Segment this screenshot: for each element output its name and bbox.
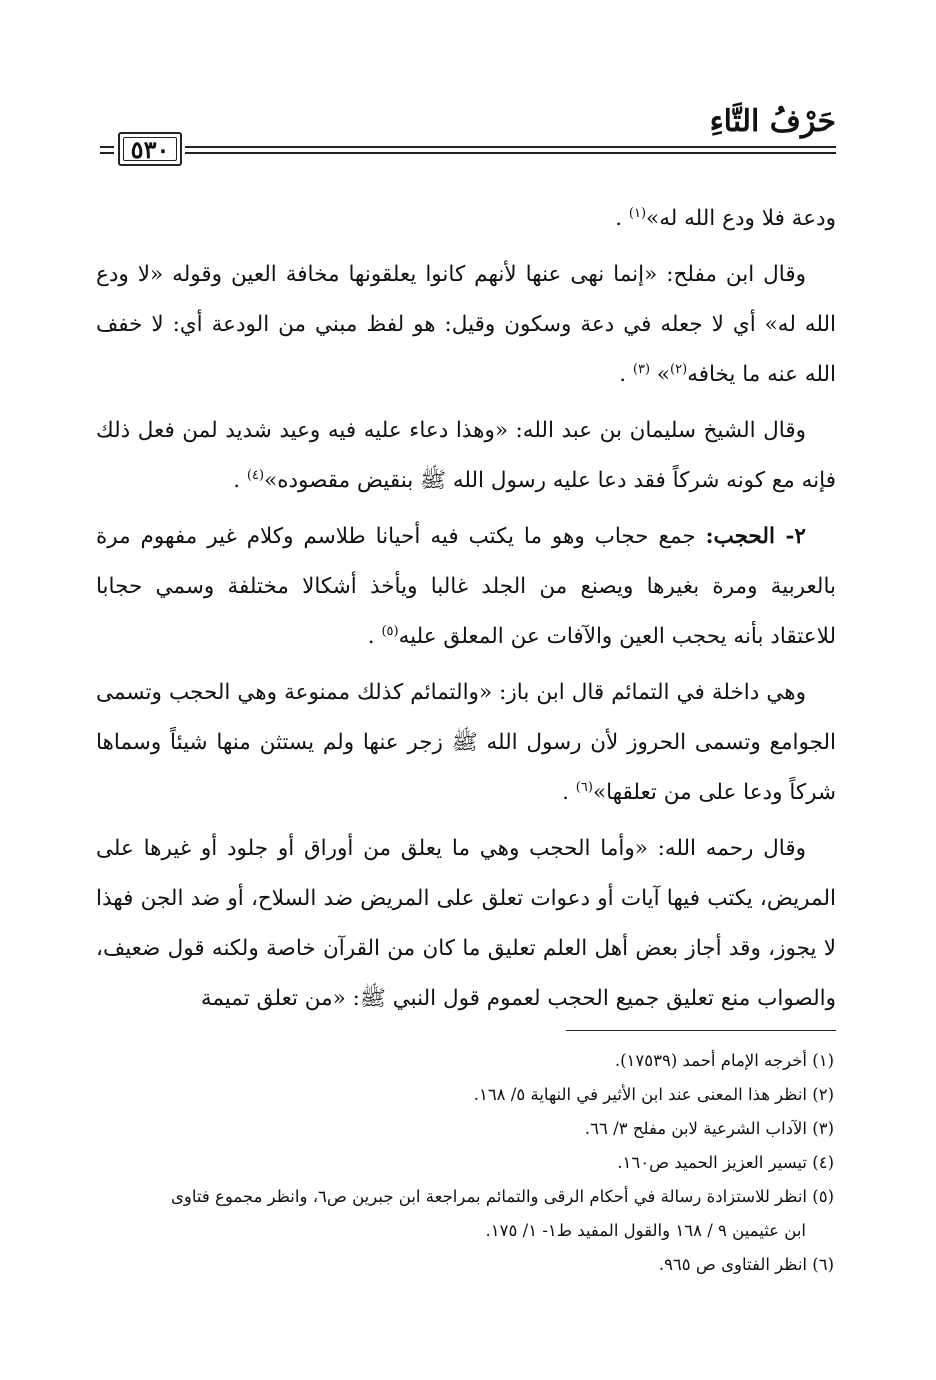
footnote-item (96, 1146, 836, 1180)
footnote-ref[interactable]: (٥) (381, 623, 399, 639)
footnote-text: (٥) انظر للاستزادة رسالة في أحكام الرقى والتمائم بمراجعة ابن جبرين ص٦، وانظر مجموع فتاوى (171, 1187, 834, 1206)
body-text (96, 194, 836, 1030)
paragraph-text: وقال ابن مفلح: «إنما نهى عنها لأنهم كانوا يعلقونها مخافة العين وقوله «لا ودع الله له» أي لا جعله في دعة وسكون وقيل: هو لفظ مبني من الودعة أي: لا خفف الله عنه ما يخافه (96, 262, 836, 387)
body-paragraph (96, 194, 836, 244)
body-paragraph (96, 512, 836, 662)
paragraph-text: وقال الشيخ سليمان بن عبد الله: «وهذا دعاء عليه فيه وعيد شديد لمن فعل ذلك فإنه مع كونه شركاً فقد دعا عليه رسول الله ﷺ بنقيض مقصوده» (96, 418, 836, 493)
footnote-text: (٦) انظر الفتاوى ص ٩٦٥. (658, 1255, 834, 1274)
footnote-ref[interactable]: (١) (628, 205, 647, 221)
paragraph-text: . (562, 780, 576, 805)
footnote-text: (٢) انظر هذا المعنى عند ابن الأثير في النهاية ٥/ ١٦٨. (473, 1085, 834, 1104)
header-rule (185, 146, 836, 148)
footnote-text: (٤) تيسير العزيز الحميد ص١٦٠. (617, 1153, 834, 1172)
paragraph-text: وهي داخلة في التمائم قال ابن باز: «والتمائم كذلك ممنوعة وهي الحجب وتسمى الجوامع وتسمى الحروز لأن رسول الله ﷺ زجر عنها ولم يستثن منها شيئاً وسماها شركاً ودعا على من تعلقها» (96, 680, 836, 805)
footnote-item (96, 1044, 836, 1078)
footnote-ref[interactable]: (٣) (632, 361, 651, 377)
chapter-title: حَرْفُ التَّاءِ (709, 104, 836, 139)
page-number (118, 132, 182, 166)
paragraph-text: ودعة فلا ودع الله له» (646, 206, 836, 231)
footnote-separator (566, 1030, 836, 1031)
page-number-text: ٥٣٠ (130, 134, 170, 164)
paragraph-text: . (367, 624, 382, 649)
footnote-item (96, 1180, 836, 1248)
footnote-text: (٣) الآداب الشرعية لابن مفلح ٣/ ٦٦. (584, 1119, 834, 1138)
paragraph-text: . (619, 362, 633, 387)
body-paragraph (96, 824, 836, 1024)
footnote-item (96, 1078, 836, 1112)
footnote-text: (١) أخرجه الإمام أحمد (١٧٥٣٩). (614, 1051, 834, 1070)
footnote-continuation: ابن عثيمين ٩ / ١٦٨ والقول المفيد ط١- ١/ ١٧٥. (485, 1221, 806, 1240)
body-paragraph (96, 668, 836, 818)
paragraph-text: وقال رحمه الله: «وأما الحجب وهي ما يعلق من أوراق أو جلود أو غيرها على المريض، يكتب فيها آيات أو دعوات تعلق على المريض ضد السلاح، أو ضد الجن فهذا لا يجوز، وقد أجاز بعض أهل العلم تعليق ما كان من القرآن خاصة ولكنه قول ضعيف، والصواب منع تعليق جميع الحجب لعموم قول النبي ﷺ: «من تعلق تميمة (96, 836, 836, 1011)
paragraph-text: . (615, 206, 629, 231)
page-header (100, 100, 836, 180)
footnote-ref[interactable]: (٢) (670, 361, 688, 377)
paragraph-text: . (233, 468, 247, 493)
paragraph-text: جمع حجاب وهو ما يكتب فيه أحيانا طلاسم وكلام غير مفهوم مرة بالعربية ومرة بغيرها ويصنع من الجلد غالبا ويأخذ أشكالا مختلفة وسمي حجابا للاعتقاد بأنه يحجب العين والآفات عن المعلق عليه (96, 524, 836, 649)
header-rule (185, 152, 836, 154)
footnote-ref[interactable]: (٦) (575, 779, 593, 795)
term-heading: ٢- الحجب: (705, 524, 806, 549)
body-paragraph (96, 406, 836, 506)
footnotes (96, 1044, 836, 1282)
header-ornament (100, 146, 114, 154)
footnote-ref[interactable]: (٤) (246, 467, 265, 483)
paragraph-text: » (650, 362, 671, 387)
footnote-item (96, 1112, 836, 1146)
body-paragraph (96, 250, 836, 400)
footnote-item (96, 1248, 836, 1282)
